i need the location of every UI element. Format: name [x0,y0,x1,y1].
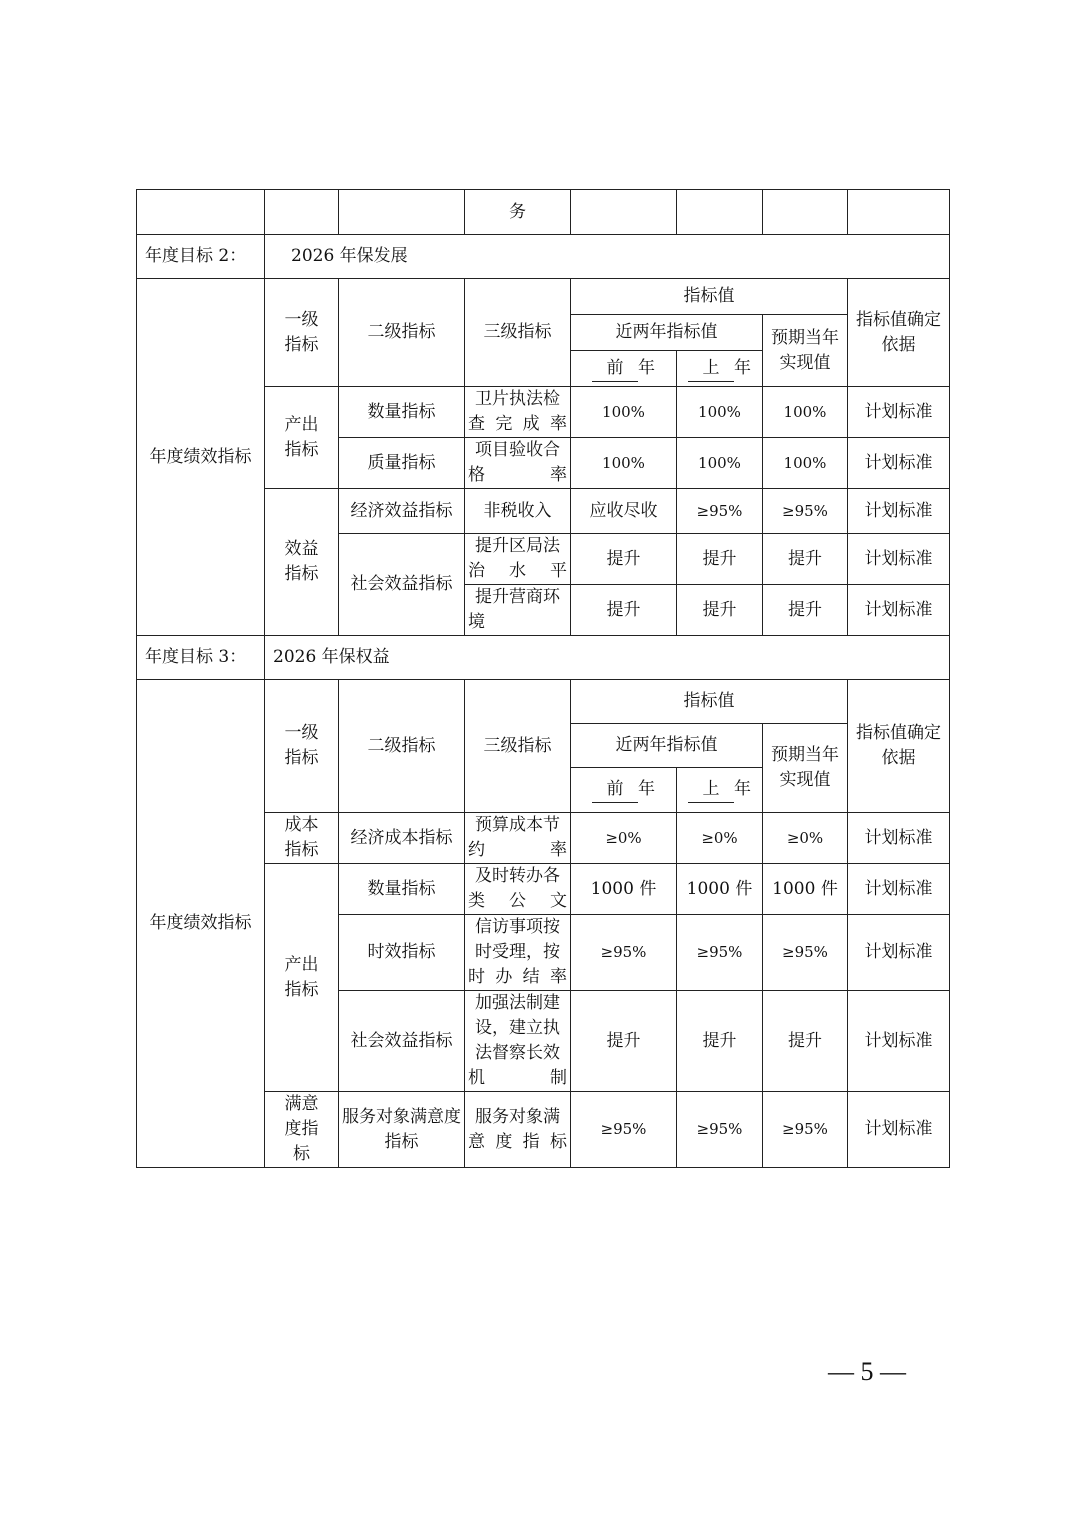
page-number: — 5 — [828,1357,906,1386]
last-cell: 提升 [677,585,763,636]
l2-cell: 社会效益指标 [339,534,465,636]
l2-cell: 数量指标 [339,864,465,915]
prev-cell: 1000 件 [571,864,677,915]
l2-cell: 质量指标 [339,438,465,489]
table3-level3-header: 三级指标 [465,680,571,813]
last-cell: ≥0% [677,813,763,864]
l3-cell: 及时转办各类公文 [465,864,571,915]
table2-level1-header: 一级 指标 [265,279,339,387]
l2-cell: 数量指标 [339,387,465,438]
prev-cell: ≥0% [571,813,677,864]
basis-cell: 计划标准 [848,864,950,915]
l3-cell: 提升营商环境 [465,585,571,636]
l3-cell: 信访事项按时受理，按时办结率 [465,915,571,991]
table2-recent-two-header: 近两年指标值 [571,315,763,351]
continued-cell: 务 [465,190,571,235]
table3-prev-year-header: 前 年 [571,768,677,813]
l3-cell: 卫片执法检查完成率 [465,387,571,438]
table3-level1-header: 一级 指标 [265,680,339,813]
table3-satisfaction-cell: 满意 度指 标 [265,1092,339,1168]
last-cell: 100% [677,387,763,438]
table3-header-row1 [137,680,950,724]
l3-cell: 非税收入 [465,489,571,534]
prev-cell: ≥95% [571,915,677,991]
expected-cell: ≥95% [763,915,848,991]
l2-cell: 经济效益指标 [339,489,465,534]
goal3-value: 2026 年保权益 [265,636,950,680]
basis-cell: 计划标准 [848,813,950,864]
performance-table [136,189,950,1168]
prev-cell: 100% [571,387,677,438]
basis-cell: 计划标准 [848,387,950,438]
expected-cell: 1000 件 [763,864,848,915]
expected-cell: 提升 [763,991,848,1092]
expected-cell: ≥95% [763,489,848,534]
l3-cell: 项目验收合格率 [465,438,571,489]
table2-basis-header: 指标值确定 依据 [848,279,950,387]
table2-prev-year-header: 前 年 [571,351,677,387]
expected-cell: ≥95% [763,1092,848,1168]
basis-cell: 计划标准 [848,534,950,585]
basis-cell: 计划标准 [848,991,950,1092]
last-cell: ≥95% [677,489,763,534]
last-cell: ≥95% [677,1092,763,1168]
expected-cell: 100% [763,438,848,489]
l3-cell: 加强法制建设，建立执法督察长效机制 [465,991,571,1092]
table3-last-year-header: 上 年 [677,768,763,813]
basis-cell: 计划标准 [848,489,950,534]
l2-cell: 社会效益指标 [339,991,465,1092]
table3-perf-label: 年度绩效指标 [137,680,265,1168]
expected-cell: ≥0% [763,813,848,864]
l2-cell: 经济成本指标 [339,813,465,864]
l2-cell: 服务对象满意度指标 [339,1092,465,1168]
prev-cell: 提升 [571,991,677,1092]
continued-row [137,190,950,235]
prev-cell: ≥95% [571,1092,677,1168]
l3-cell: 预算成本节约率 [465,813,571,864]
table3-cost-cell: 成本 指标 [265,813,339,864]
table3-recent-two-header: 近两年指标值 [571,724,763,768]
table3-expected-header: 预期当年 实现值 [763,724,848,813]
table3-index-value-header: 指标值 [571,680,848,724]
last-cell: 提升 [677,534,763,585]
last-cell: ≥95% [677,915,763,991]
prev-cell: 100% [571,438,677,489]
last-cell: 100% [677,438,763,489]
goal3-label: 年度目标 3： [137,636,265,680]
table2-expected-header: 预期当年 实现值 [763,315,848,387]
goal2-label: 年度目标 2： [137,235,265,279]
goal2-value: 2026 年保发展 [265,235,950,279]
table2-last-year-header: 上 年 [677,351,763,387]
l2-cell: 时效指标 [339,915,465,991]
goal3-row [137,636,950,680]
prev-cell: 应收尽收 [571,489,677,534]
prev-cell: 提升 [571,534,677,585]
table2-benefit-cell: 效益 指标 [265,489,339,636]
table3-output-cell: 产出 指标 [265,864,339,1092]
table2-header-row1 [137,279,950,315]
l3-cell: 服务对象满意度指标 [465,1092,571,1168]
prev-cell: 提升 [571,585,677,636]
basis-cell: 计划标准 [848,1092,950,1168]
table2-index-value-header: 指标值 [571,279,848,315]
expected-cell: 提升 [763,534,848,585]
table2-level2-header: 二级指标 [339,279,465,387]
table2-perf-label: 年度绩效指标 [137,279,265,636]
expected-cell: 提升 [763,585,848,636]
table3-basis-header: 指标值确定 依据 [848,680,950,813]
l3-cell: 提升区局法治水平 [465,534,571,585]
basis-cell: 计划标准 [848,438,950,489]
table2-output-cell: 产出 指标 [265,387,339,489]
table2-level3-header: 三级指标 [465,279,571,387]
last-cell: 提升 [677,991,763,1092]
basis-cell: 计划标准 [848,585,950,636]
table3-level2-header: 二级指标 [339,680,465,813]
expected-cell: 100% [763,387,848,438]
goal2-row [137,235,950,279]
basis-cell: 计划标准 [848,915,950,991]
last-cell: 1000 件 [677,864,763,915]
